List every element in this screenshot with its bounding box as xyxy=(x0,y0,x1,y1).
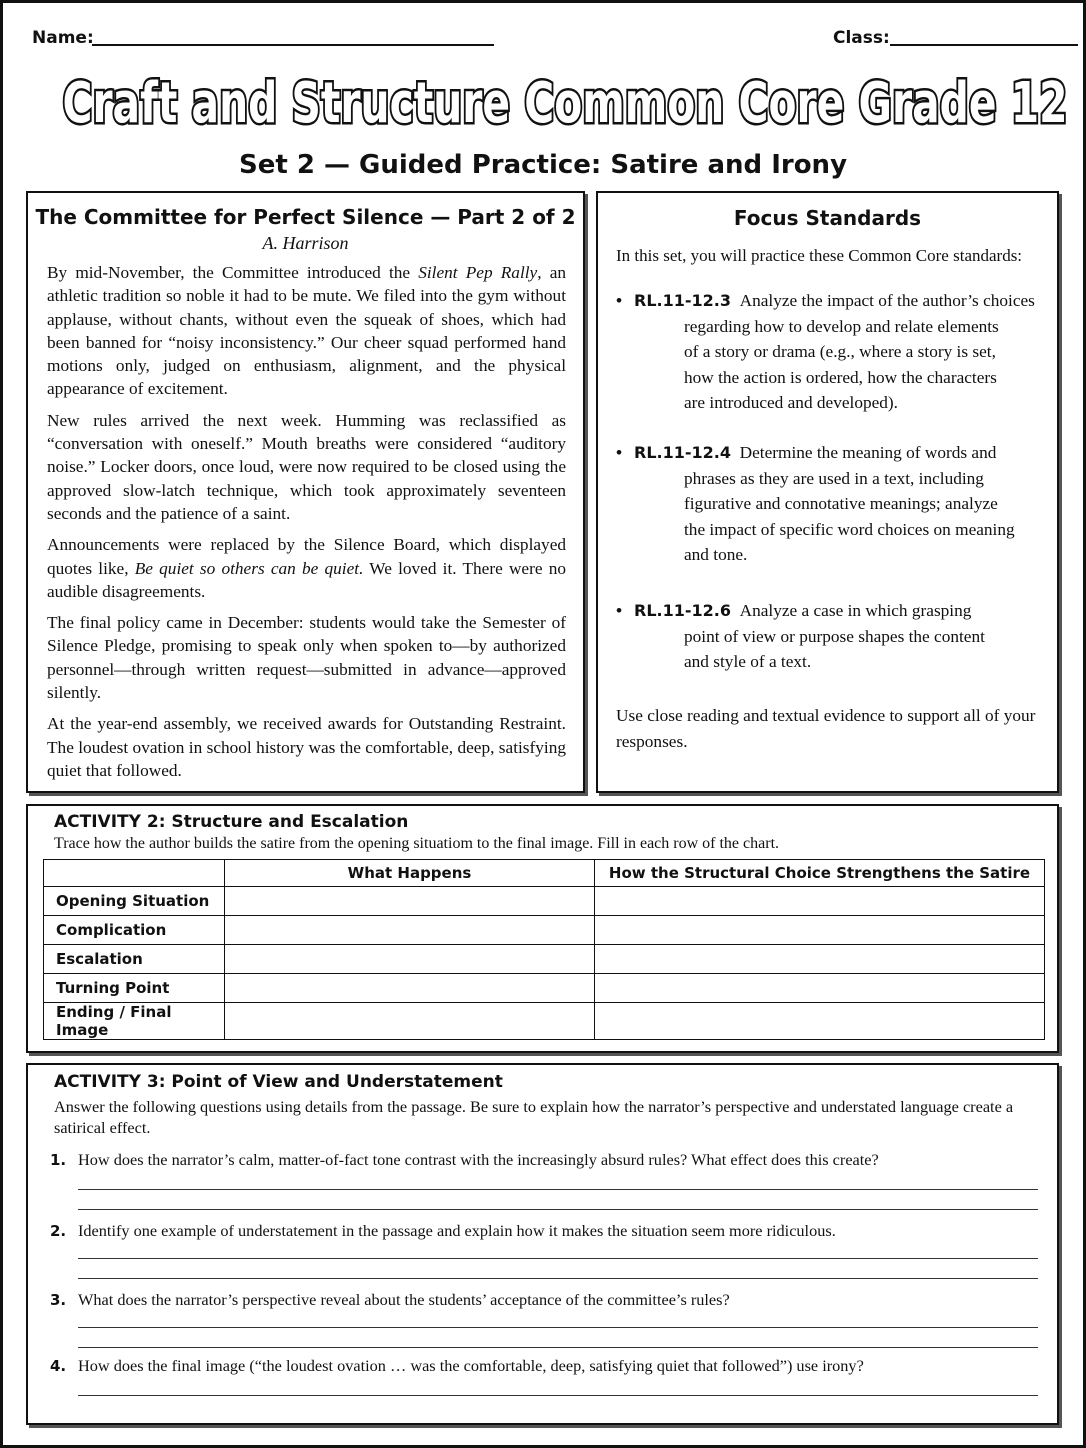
worksheet-title-text: Craft and Structure Common Core Grade 12 xyxy=(62,71,1068,136)
activity-2-title: ACTIVITY 2: Structure and Escalation xyxy=(54,812,409,832)
answer-cell[interactable] xyxy=(225,1003,595,1040)
answer-line[interactable] xyxy=(78,1258,1038,1259)
passage-paragraph-3: Announcements were replaced by the Silence Board, which displayed quotes like, Be quiet so others can be quiet. We loved it. There were no audible disagreements. xyxy=(47,535,567,601)
standard-code: RL.11-12.3 xyxy=(634,291,731,310)
focus-standards-box xyxy=(596,191,1059,793)
answer-cell[interactable] xyxy=(225,887,595,916)
table-row xyxy=(44,887,1045,916)
activity-3-description: Answer the following questions using details from the passage. Be sure to explain how the narrator’s perspective and understated language create a satirical effect. xyxy=(54,1097,1014,1137)
name-label: Name: xyxy=(32,28,94,48)
answer-cell[interactable] xyxy=(595,887,1045,916)
bullet-icon: • xyxy=(616,443,623,462)
class-field[interactable] xyxy=(890,44,1078,46)
focus-closing: Use close reading and textual evidence to support all of your responses. xyxy=(616,706,1036,751)
standard-item: • RL.11-12.6 Analyze a case in which grasping point of view or purpose shapes the content and style of a text. xyxy=(616,598,1041,675)
row-label: Escalation xyxy=(44,945,225,974)
answer-line[interactable] xyxy=(78,1395,1038,1396)
answer-line[interactable] xyxy=(78,1189,1038,1190)
chart-header-blank xyxy=(44,860,225,887)
activity-2-description: Trace how the author builds the satire from the opening situatiom to the final image. Fill in each row of the chart. xyxy=(54,835,780,852)
focus-intro: In this set, you will practice these Common Core standards: xyxy=(616,246,1023,265)
passage-paragraph-1: By mid-November, the Committee introduced the Silent Pep Rally, an athletic tradition so noble it had to be mute. We filed into the gym without applause, without chants, without even the squeak of shoes, which had been banned for “noisy inconsistency.” Our cheer squad performed hand motions only, judged on enthusiasm, alignment, and the physical appearance of excitement. xyxy=(47,263,567,399)
chart-header-what-happens: What Happens xyxy=(225,860,595,887)
name-field[interactable] xyxy=(92,44,494,46)
question-2: 2. Identify one example of understatement in the passage and explain how it makes the situation seem more ridiculous. xyxy=(50,1221,836,1240)
answer-line[interactable] xyxy=(78,1209,1038,1210)
standard-code: RL.11-12.4 xyxy=(634,443,731,462)
standard-item: • RL.11-12.3 Analyze the impact of the author’s choices regarding how to develop and relate elements of a story or drama (e.g., where a story is set, how the action is ordered, how the characters are introduced and developed). xyxy=(616,288,1041,416)
answer-cell[interactable] xyxy=(225,916,595,945)
passage-paragraph-4: The final policy came in December: students would take the Semester of Silence Pledge, promising to speak only when spoken to—by authorized personnel—through written request—submitted in advance—approved silently. xyxy=(47,613,566,703)
table-row xyxy=(44,945,1045,974)
activity-3-box xyxy=(26,1063,1059,1425)
passage-text xyxy=(47,261,566,790)
activity-3-title: ACTIVITY 3: Point of View and Understatement xyxy=(54,1072,503,1092)
worksheet-title xyxy=(50,60,1080,142)
row-label: Opening Situation xyxy=(44,887,225,916)
class-label: Class: xyxy=(833,28,890,48)
structure-chart xyxy=(43,859,1045,1040)
table-row xyxy=(44,916,1045,945)
answer-cell[interactable] xyxy=(595,1003,1045,1040)
passage-box xyxy=(26,191,585,793)
passage-paragraph-5: At the year-end assembly, we received awards for Outstanding Restraint. The loudest ovation in school history was the comfortable, deep, satisfying quiet that followed. xyxy=(47,714,566,780)
answer-cell[interactable] xyxy=(595,974,1045,1003)
row-label: Turning Point xyxy=(44,974,225,1003)
answer-cell[interactable] xyxy=(595,916,1045,945)
answer-cell[interactable] xyxy=(225,974,595,1003)
row-label: Complication xyxy=(44,916,225,945)
table-row xyxy=(44,1003,1045,1040)
answer-cell[interactable] xyxy=(225,945,595,974)
question-4: 4. How does the final image (“the loudest ovation … was the comfortable, deep, satisfying quiet that followed”) use irony? xyxy=(50,1356,864,1375)
question-3: 3. What does the narrator’s perspective reveal about the students’ acceptance of the committee’s rules? xyxy=(50,1290,730,1309)
bullet-icon: • xyxy=(616,291,623,310)
chart-header-row xyxy=(44,860,1045,887)
bullet-icon: • xyxy=(616,601,623,620)
passage-title: The Committee for Perfect Silence — Part 2 of 2 xyxy=(35,205,576,229)
table-row xyxy=(44,974,1045,1003)
passage-paragraph-2: New rules arrived the next week. Humming was reclassified as “conversation with oneself.” Mouth breaths were considered “auditory noise.” Locker doors, once loud, were now required to be closed using the approved slow-latch technique, which took approximately seventeen seconds and the patience of a saint. xyxy=(47,410,566,523)
standard-code: RL.11-12.6 xyxy=(634,601,731,620)
chart-header-structural-choice: How the Structural Choice Strengthens the Satire xyxy=(595,860,1045,887)
focus-title: Focus Standards xyxy=(733,206,922,230)
question-1: 1. How does the narrator’s calm, matter-of-fact tone contrast with the increasingly absurd rules? What effect does this create? xyxy=(50,1150,879,1169)
set-subtitle: Set 2 — Guided Practice: Satire and Irony xyxy=(238,150,848,180)
activity-2-box xyxy=(26,804,1059,1053)
answer-line[interactable] xyxy=(78,1327,1038,1328)
answer-line[interactable] xyxy=(78,1278,1038,1279)
passage-author: A. Harrison xyxy=(262,233,349,253)
answer-line[interactable] xyxy=(78,1347,1038,1348)
row-label: Ending / Final Image xyxy=(44,1003,225,1040)
answer-cell[interactable] xyxy=(595,945,1045,974)
standard-item: • RL.11-12.4 Determine the meaning of words and phrases as they are used in a text, including figurative and connotative meanings; analyze the impact of specific word choices on meaning and tone. xyxy=(616,440,1041,568)
